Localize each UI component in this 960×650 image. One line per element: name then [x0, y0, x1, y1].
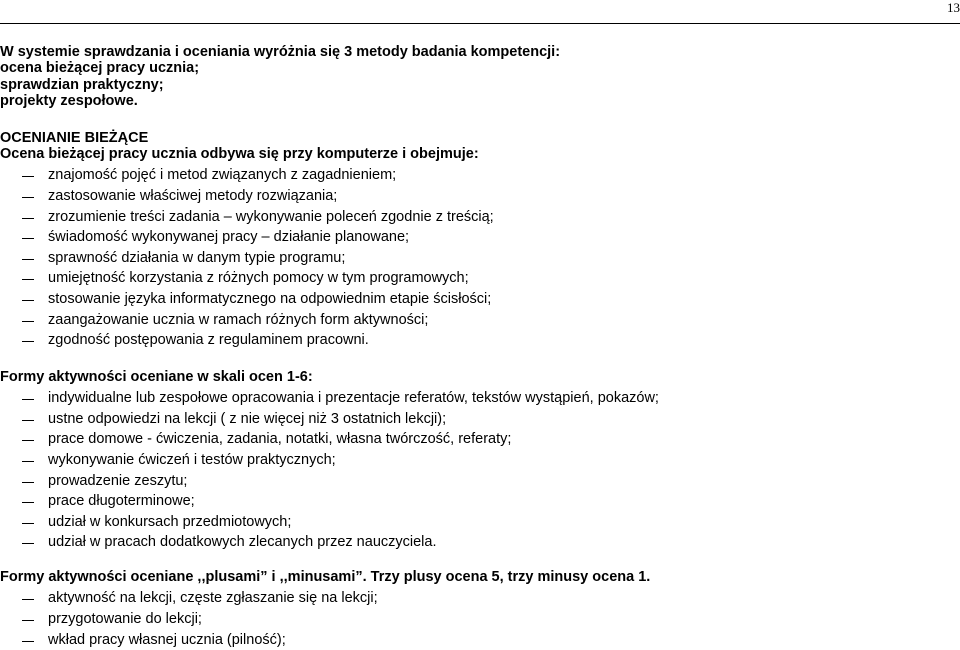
list-item-text: wkład pracy własnej ucznia (pilność); [48, 631, 286, 648]
list-item-text: ustne odpowiedzi na lekcji ( z nie więcej niż 3 ostatnich lekcji); [48, 410, 447, 427]
dash-bullet-icon [22, 399, 34, 400]
list-item [0, 532, 960, 553]
list-item [0, 207, 960, 228]
list-item [0, 609, 960, 630]
list-item [0, 248, 960, 269]
list-item-text: sprawność działania w danym typie programu; [48, 249, 346, 266]
list-item-text: prowadzenie zeszytu; [48, 472, 188, 489]
dash-bullet-icon [22, 543, 34, 544]
dash-bullet-icon [22, 238, 34, 239]
intro-line: ocena bieżącej pracy ucznia; [0, 60, 200, 77]
list-item-text: zrozumienie treści zadania – wykonywanie poleceń zgodnie z treścią; [48, 208, 494, 225]
page-number: 13 [947, 0, 960, 15]
list-item [0, 512, 960, 533]
list-item [0, 630, 960, 650]
list-item [0, 310, 960, 331]
list-item [0, 409, 960, 430]
list-item-text: wykonywanie ćwiczeń i testów praktycznych; [48, 451, 336, 468]
list-item-text: udział w pracach dodatkowych zlecanych przez nauczyciela. [48, 534, 437, 551]
list-item-text: zaangażowanie ucznia w ramach różnych form aktywności; [48, 311, 429, 328]
header-rule [0, 23, 960, 24]
dash-bullet-icon [22, 218, 34, 219]
dash-bullet-icon [22, 440, 34, 441]
document-body [0, 44, 960, 650]
dash-bullet-icon [22, 620, 34, 621]
dash-bullet-icon [22, 641, 34, 642]
section-title: Formy aktywności oceniane w skali ocen 1-6: [0, 368, 313, 385]
list-item-text: aktywność na lekcji, częste zgłaszanie się na lekcji; [48, 590, 378, 607]
list-item-text: świadomość wykonywanej pracy – działanie planowane; [48, 229, 410, 246]
list-item-text: zgodność postępowania z regulaminem pracowni. [48, 332, 369, 349]
dash-bullet-icon [22, 259, 34, 260]
dash-bullet-icon [22, 176, 34, 177]
dash-bullet-icon [22, 197, 34, 198]
intro [0, 44, 960, 110]
section-plusy-minusy [0, 569, 960, 650]
list-item [0, 268, 960, 289]
activity-list [0, 388, 960, 553]
list-item-text: prace długoterminowe; [48, 493, 195, 510]
dash-bullet-icon [22, 599, 34, 600]
list-item [0, 165, 960, 186]
section-title: OCENIANIE BIEŻĄCE [0, 129, 149, 146]
list-item [0, 491, 960, 512]
list-item [0, 429, 960, 450]
list-item-text: umiejętność korzystania z różnych pomocy w tym programowych; [48, 270, 469, 287]
intro-line: projekty zespołowe. [0, 93, 138, 110]
spacer [0, 110, 960, 130]
dash-bullet-icon [22, 279, 34, 280]
section-formy-aktywnosci [0, 369, 960, 553]
dash-bullet-icon [22, 300, 34, 301]
list-item [0, 588, 960, 609]
list-item-text: prace domowe - ćwiczenia, zadania, notatki, własna twórczość, referaty; [48, 431, 512, 448]
list-item-text: udział w konkursach przedmiotowych; [48, 513, 292, 530]
list-item [0, 186, 960, 207]
dash-bullet-icon [22, 420, 34, 421]
section-subtitle: Ocena bieżącej pracy ucznia odbywa się przy komputerze i obejmuje: [0, 146, 479, 163]
dash-bullet-icon [22, 523, 34, 524]
list-item-text: przygotowanie do lekcji; [48, 610, 202, 627]
list-item [0, 388, 960, 409]
list-item [0, 450, 960, 471]
section-title: Formy aktywności oceniane ,,plusami” i ,,minusami”. Trzy plusy ocena 5, trzy minusy ocena 1. [0, 568, 651, 585]
criteria-list [0, 165, 960, 350]
intro-line: W systemie sprawdzania i oceniania wyróżnia się 3 metody badania kompetencji: [0, 44, 561, 60]
section-ocenianie-biezace [0, 130, 960, 351]
list-item [0, 471, 960, 492]
plus-minus-list [0, 588, 960, 650]
list-item [0, 330, 960, 351]
list-item-text: stosowanie języka informatycznego na odpowiednim etapie ścisłości; [48, 291, 492, 307]
spacer [0, 351, 960, 369]
dash-bullet-icon [22, 482, 34, 483]
spacer [0, 553, 960, 569]
list-item [0, 227, 960, 248]
list-item-text: indywidualne lub zespołowe opracowania i prezentacje referatów, tekstów wystąpień, pokazów; [48, 390, 659, 407]
dash-bullet-icon [22, 461, 34, 462]
dash-bullet-icon [22, 502, 34, 503]
list-item [0, 289, 960, 310]
dash-bullet-icon [22, 341, 34, 342]
list-item-text: znajomość pojęć i metod związanych z zagadnieniem; [48, 167, 397, 184]
dash-bullet-icon [22, 321, 34, 322]
intro-line: sprawdzian praktyczny; [0, 76, 164, 93]
list-item-text: zastosowanie właściwej metody rozwiązania; [48, 188, 338, 205]
